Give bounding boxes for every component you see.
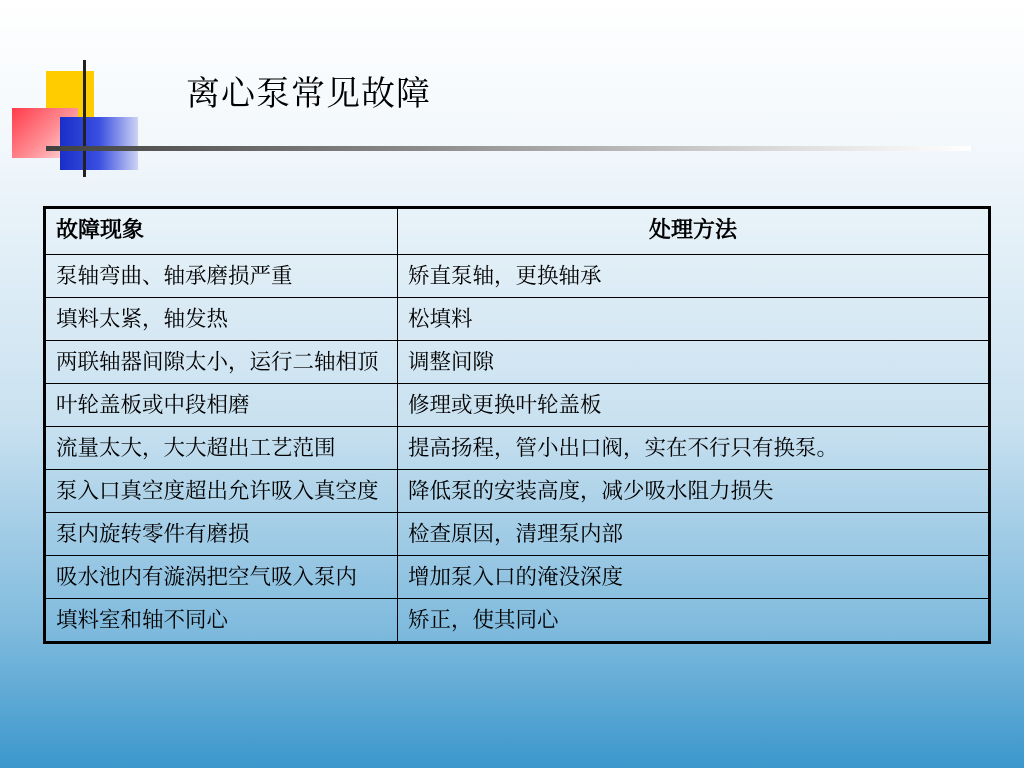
- symptom-cell: 泵轴弯曲、轴承磨损严重: [45, 255, 398, 298]
- symptom-cell: 填料太紧，轴发热: [45, 298, 398, 341]
- table-row: [45, 384, 990, 427]
- header-fault-symptom: 故障现象: [45, 208, 398, 255]
- table-row: [45, 298, 990, 341]
- solution-cell: 提高扬程，管小出口阀，实在不行只有换泵。: [398, 427, 990, 470]
- solution-cell: 矫正，使其同心: [398, 599, 990, 643]
- table-row: [45, 470, 990, 513]
- table-row: [45, 513, 990, 556]
- solution-cell: 松填料: [398, 298, 990, 341]
- solution-cell: 增加泵入口的淹没深度: [398, 556, 990, 599]
- table-row: [45, 427, 990, 470]
- vertical-rule-decoration: [83, 60, 86, 177]
- solution-cell: 降低泵的安装高度，减少吸水阻力损失: [398, 470, 990, 513]
- symptom-cell: 泵内旋转零件有磨损: [45, 513, 398, 556]
- header-solution: 处理方法: [398, 208, 990, 255]
- symptom-cell: 两联轴器间隙太小，运行二轴相顶: [45, 341, 398, 384]
- solution-cell: 检查原因，清理泵内部: [398, 513, 990, 556]
- symptom-cell: 叶轮盖板或中段相磨: [45, 384, 398, 427]
- table-row: [45, 599, 990, 643]
- slide-title: 离心泵常见故障: [186, 74, 431, 114]
- symptom-cell: 吸水池内有漩涡把空气吸入泵内: [45, 556, 398, 599]
- title-decoration: [0, 0, 1024, 200]
- table-row: [45, 341, 990, 384]
- solution-cell: 矫直泵轴，更换轴承: [398, 255, 990, 298]
- symptom-cell: 填料室和轴不同心: [45, 599, 398, 643]
- symptom-cell: 流量太大，大大超出工艺范围: [45, 427, 398, 470]
- table-header-row: [45, 208, 990, 255]
- blue-square-decoration: [60, 117, 138, 170]
- symptom-cell: 泵入口真空度超出允许吸入真空度: [45, 470, 398, 513]
- title-underline-rule: [46, 146, 971, 151]
- table-row: [45, 255, 990, 298]
- fault-table: [43, 206, 991, 644]
- solution-cell: 调整间隙: [398, 341, 990, 384]
- solution-cell: 修理或更换叶轮盖板: [398, 384, 990, 427]
- table-row: [45, 556, 990, 599]
